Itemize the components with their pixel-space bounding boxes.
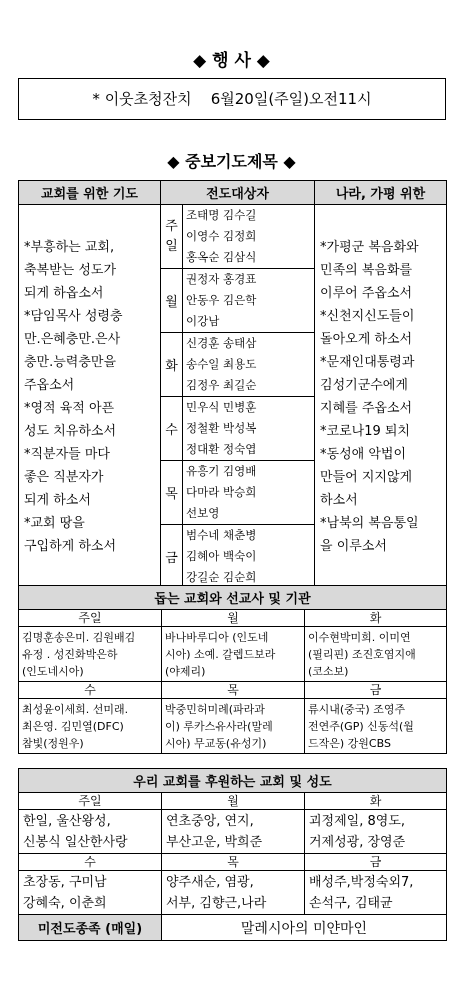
day-label: 목 — [161, 461, 183, 525]
prayer-line: 돌아오게 하소서 — [320, 331, 413, 347]
name-line: 김정우 최길순 — [186, 378, 257, 392]
prayer-line: 충만.능력충만을 — [24, 354, 117, 370]
prayer-line: 김성기군수에게 — [320, 377, 408, 393]
name-line: 홍옥순 김삼식 — [186, 250, 257, 264]
day-names — [183, 269, 315, 333]
supporter-line: 부산고운, 박희준 — [166, 834, 263, 850]
col-header-nation: 나라, 가평 위한 — [315, 181, 447, 205]
day-label: 목 — [162, 682, 305, 699]
name-line: 민우식 민병훈 — [186, 400, 257, 414]
supporter-line: 강혜숙, 이춘희 — [23, 895, 107, 911]
supporter-line: 배성주,박정숙외7, — [309, 874, 414, 890]
supporter-line: 서부, 김향근,나라 — [166, 895, 267, 911]
col-header-target: 전도대상자 — [161, 181, 315, 205]
event-item: * 이웃초청잔치 6월20일(주일)오전11시 — [92, 90, 372, 108]
event-box — [18, 78, 446, 120]
prayer-line: 주옵소서 — [24, 377, 75, 393]
mission-cell — [19, 627, 162, 682]
day-label: 수 — [19, 854, 162, 871]
mission-line: 시아) 소예. 갈렙드보라 — [165, 647, 276, 661]
day-label: 주일 — [19, 610, 162, 627]
prayer-line: 축복받는 성도가 — [24, 262, 117, 278]
mission-line: 시아) 무교동(유성기) — [165, 736, 267, 750]
missions-heading: 돕는 교회와 선교사 및 기관 — [19, 586, 447, 610]
day-label: 화 — [161, 333, 183, 397]
day-names — [183, 205, 315, 269]
day-label: 주일 — [19, 793, 162, 810]
nation-prayer-list — [315, 205, 447, 589]
name-line: 이영수 김정희 — [186, 229, 257, 243]
supporter-cell — [162, 810, 305, 854]
day-label: 화 — [305, 793, 447, 810]
supporter-cell — [19, 810, 162, 854]
mission-cell — [162, 627, 305, 682]
prayer-line: 만들어 지지않게 — [320, 469, 413, 485]
mission-line: 참빛(정원우) — [22, 736, 84, 750]
day-label: 수 — [161, 397, 183, 461]
prayer-line: *문재인대통령과 — [320, 354, 415, 370]
prayer-table — [18, 180, 447, 589]
missions-table — [18, 585, 447, 754]
name-line: 조태명 김수길 — [186, 208, 257, 222]
supporter-cell — [305, 871, 447, 915]
supporter-line: 거제성광, 장영준 — [309, 834, 406, 850]
name-line: 선보영 — [186, 506, 220, 520]
supporter-line: 초장동, 구미남 — [23, 874, 107, 890]
supporter-cell — [19, 871, 162, 915]
prayer-line: 만.은혜충만.은사 — [24, 331, 121, 347]
prayer-line: *교회 땅을 — [24, 515, 85, 531]
prayer-line: 성도 치유하소서 — [24, 423, 117, 439]
mission-line: 드작은) 강원CBS — [308, 736, 391, 750]
mission-line: 이수현박미희. 이미연 — [308, 630, 411, 644]
day-names — [183, 525, 315, 589]
supporter-line: 신봉식 일산한사랑 — [23, 834, 128, 850]
supporter-line: 괴정제일, 8영도, — [309, 813, 406, 829]
prayer-line: *담임목사 성령충 — [24, 308, 123, 324]
day-label: 목 — [162, 854, 305, 871]
mission-line: 류시내(중국) 조영주 — [308, 702, 406, 716]
supporter-line: 연초중앙, 연지, — [166, 813, 254, 829]
prayer-line: *부흥하는 교회, — [24, 239, 115, 255]
mission-line: 유정 . 성진화박은하 — [22, 647, 118, 661]
name-line: 권정자 홍경표 — [186, 272, 257, 286]
name-line: 안동우 김은학 — [186, 293, 257, 307]
supporters-heading: 우리 교회를 후원하는 교회 및 성도 — [19, 769, 447, 793]
prayer-line: *영적 육적 아픈 — [24, 400, 115, 416]
prayer-line: 지혜를 주옵소서 — [320, 400, 413, 416]
name-line: 송수일 최용도 — [186, 357, 257, 371]
mission-cell — [162, 699, 305, 754]
prayer-line: 을 이루소서 — [320, 538, 387, 554]
name-line: 강길순 김순희 — [186, 570, 257, 584]
col-header-church: 교회를 위한 기도 — [19, 181, 161, 205]
prayer-line: 이루어 주옵소서 — [320, 285, 413, 301]
name-line: 김혜아 백숙이 — [186, 549, 257, 563]
mission-line: 최성윤이세희. 선미래. — [22, 702, 129, 716]
day-label: 금 — [305, 854, 447, 871]
supporters-table — [18, 768, 447, 941]
day-names — [183, 461, 315, 525]
prayer-line: 구입하게 하소서 — [24, 538, 117, 554]
prayer-line: 되게 하옵소서 — [24, 285, 104, 301]
mission-line: 김명훈송은미. 김원배김 — [22, 630, 136, 644]
unreached-label: 미전도종족 (매일) — [19, 915, 162, 941]
day-label: 금 — [161, 525, 183, 589]
supporter-cell — [162, 871, 305, 915]
prayer-line: *남북의 복음통일 — [320, 515, 419, 531]
supporter-line: 손석구, 김태균 — [309, 895, 393, 911]
unreached-value: 말레시아의 미얀마인 — [162, 915, 447, 941]
prayer-heading: ◆ 중보기도제목 ◆ — [167, 152, 296, 171]
church-prayer-list — [19, 205, 161, 589]
name-line: 이강남 — [186, 314, 220, 328]
supporter-line: 양주새순, 염광, — [166, 874, 254, 890]
name-line: 범수네 채춘병 — [186, 528, 257, 542]
name-line: 신경훈 송태삼 — [186, 336, 257, 350]
name-line: 다마라 박승희 — [186, 485, 257, 499]
mission-cell — [19, 699, 162, 754]
day-label: 월 — [162, 610, 305, 627]
day-label: 월 — [161, 269, 183, 333]
day-label: 화 — [305, 610, 447, 627]
prayer-line: 민족의 복음화를 — [320, 262, 413, 278]
prayer-line: 하소서 — [320, 492, 358, 508]
mission-line: 최은영. 김민열(DFC) — [22, 719, 124, 733]
prayer-line: 좋은 직분자가 — [24, 469, 104, 485]
name-line: 유흥기 김영배 — [186, 464, 257, 478]
event-heading: ◆ 행 사 ◆ — [193, 51, 270, 71]
prayer-line: *신천지신도들이 — [320, 308, 415, 324]
name-line: 정철환 박성복 — [186, 421, 257, 435]
prayer-line: *코로나19 퇴치 — [320, 423, 410, 439]
prayer-line: *가평군 복음화와 — [320, 239, 419, 255]
mission-line: 바나바루디아 (인도네 — [165, 630, 269, 644]
day-label: 수 — [19, 682, 162, 699]
mission-cell — [305, 627, 447, 682]
mission-line: (인도네시아) — [22, 664, 84, 678]
mission-cell — [305, 699, 447, 754]
mission-line: 박중민허미례(파라과 — [165, 702, 265, 716]
supporter-line: 한일, 울산왕성, — [23, 813, 111, 829]
day-names — [183, 333, 315, 397]
mission-line: 이) 루카스유사라(말레 — [165, 719, 273, 733]
day-label: 금 — [305, 682, 447, 699]
day-names — [183, 397, 315, 461]
mission-line: (필리핀) 조진호염지애 — [308, 647, 416, 661]
day-label: 월 — [162, 793, 305, 810]
mission-line: 전연주(GP) 신동석(월 — [308, 719, 414, 733]
mission-line: (야제리) — [165, 664, 206, 678]
day-label: 주 일 — [161, 205, 183, 269]
supporter-cell — [305, 810, 447, 854]
prayer-line: *직분자들 마다 — [24, 446, 110, 462]
mission-line: (코소보) — [308, 664, 349, 678]
prayer-line: 되게 하소서 — [24, 492, 91, 508]
prayer-line: *동성애 악법이 — [320, 446, 406, 462]
name-line: 정대환 정숙엽 — [186, 442, 257, 456]
